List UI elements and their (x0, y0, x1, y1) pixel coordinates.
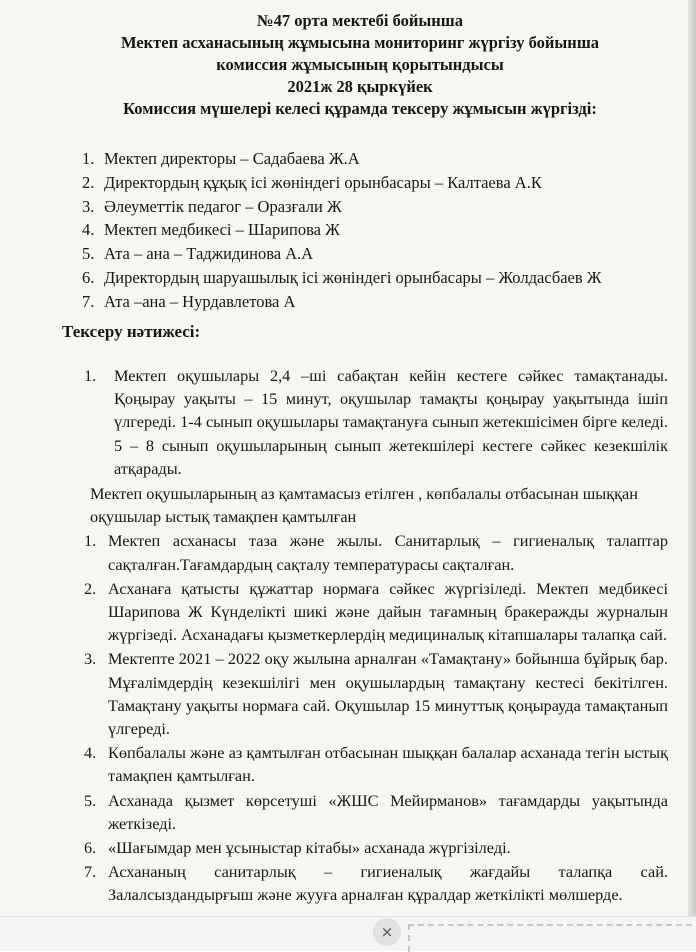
result-item: 7. Асхананың санитарлық – гигиеналық жағдайы талапқа сай. Залалсыздандырғыш және жууға арналған құралдар жеткілікті мөлшерде. (84, 862, 668, 905)
member-item: 1. Мектеп директоры – Садабаева Ж.А (82, 149, 360, 168)
header-subject: Мектеп асханасының жұмысына мониторинг жүргізу бойынша (120, 33, 599, 52)
result-item: 3. Мектепте 2021 – 2022 оқу жылына арналған «Тамақтану» бойынша бұйрық бар. Мұғалімдердің кезекшілігі мен оқушылардың тамақтану кестесі бекітілген. Тамақтану уақыты нормаға сай. Оқушылар 15 минуттық қоңырауда тамақтанып үлгереді. (84, 649, 668, 739)
member-item: 7. Ата –ана – Нурдавлетова А (82, 291, 296, 311)
header-commission-intro: Комиссия мүшелері келесі құрамда тексеру жұмысын жүргізді: (123, 99, 597, 118)
page-edge (688, 0, 696, 950)
results-title: Тексеру нәтижесі: (62, 322, 201, 341)
header-school: №47 орта мектебі бойынша (257, 11, 463, 30)
header-title: комиссия жұмысының қорытындысы (216, 55, 504, 74)
dashed-drop-area (408, 924, 692, 952)
member-item: 5. Ата – ана – Таджидинова А.А (82, 244, 314, 264)
results-section (84, 364, 668, 907)
member-item: 4. Мектеп медбикесі – Шарипова Ж (82, 220, 340, 240)
member-item: 3. Әлеуметтік педагог – Оразғали Ж (82, 196, 342, 216)
header-date: 2021ж 28 қыркүйек (287, 77, 433, 96)
result-item: 5. Асханада қызмет көрсетуші «ЖШС Мейирманов» тағамдарды уақытында жеткізеді. (84, 790, 668, 833)
result-item: 6. «Шағымдар мен ұсыныстар кітабы» асханада жүргізіледі. (84, 838, 511, 858)
commission-members-list (82, 147, 602, 314)
result-item: 4. Көпбалалы және аз қамтылған отбасынан шыққан балалар асханада тегін ыстық тамақпен қамтылған. (84, 743, 668, 786)
member-item: 2. Директордың құқық ісі жөніндегі орынбасары – Калтаева А.К (82, 172, 542, 192)
result-note: Мектеп оқушыларының аз қамтамасыз етілген , көпбалалы отбасынан шыққан оқушылар ыстық тамақпен қамтылған (90, 484, 638, 527)
close-icon[interactable]: × (373, 918, 401, 946)
document-header (60, 10, 660, 120)
member-item: 6. Директордың шаруашылық ісі жөніндегі орынбасары – Жолдасбаев Ж (82, 267, 602, 287)
result-main-item: 1. Мектеп оқушылары 2,4 –ші сабақтан кейін кестеге сәйкес тамақтанады. Қоңырау уақыты – 15 минут, оқушылар тамақты қоңырау уақытында ішіп үлгереді. 1-4 сынып оқушылары тамақтануға сынып жетекшісімен бірге келеді. 5 – 8 сынып оқушыларының сынып жетекшілері кестеге сәйкес кезекшілік атқарады. (84, 366, 668, 478)
result-item: 1. Мектеп асханасы таза және жылы. Санитарлық – гигиеналық талаптар сақталған.Тағамдардың сақталу температурасы сақталған. (84, 531, 668, 574)
result-item: 2. Асханаға қатысты құжаттар нормаға сәйкес жүргізіледі. Мектеп медбикесі Шарипова Ж Күнделікті шикі және дайын тағамның бракеражды журналын жүргізеді. Асханадағы қызметкерлердің медициналық кітапшалары талапқа сай. (84, 578, 668, 645)
